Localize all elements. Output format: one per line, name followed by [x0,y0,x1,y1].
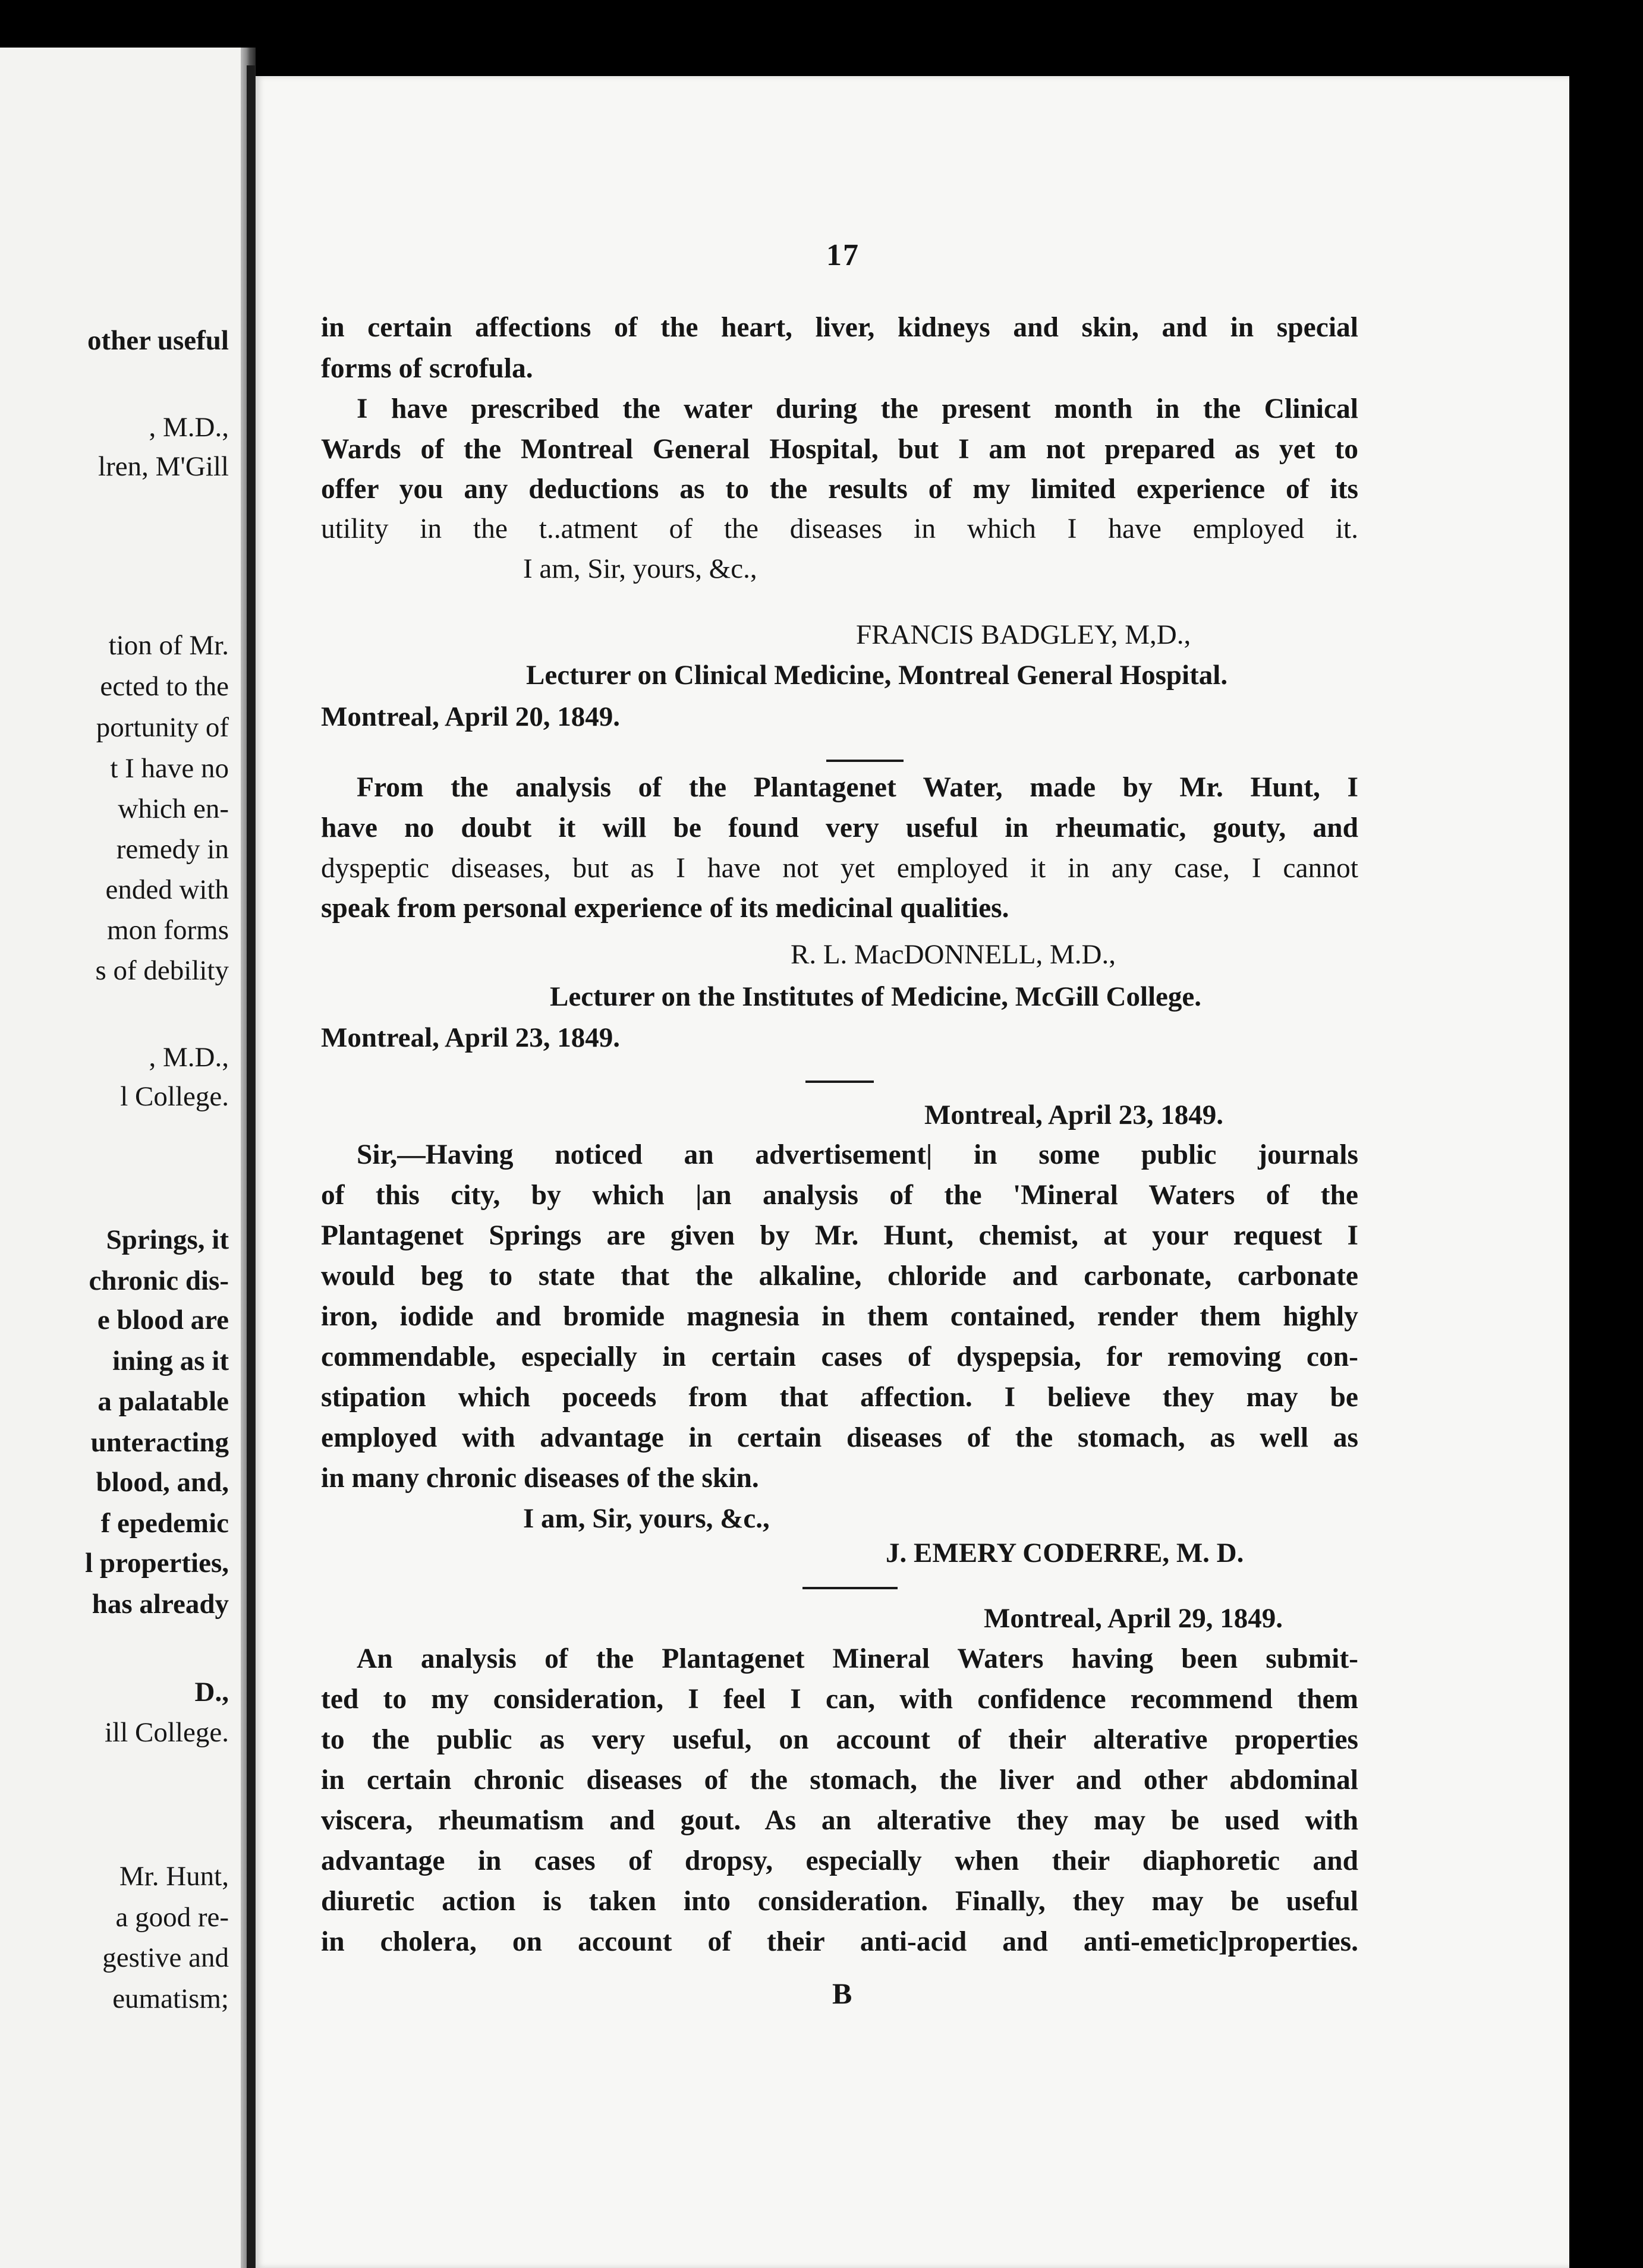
left-fragment: ected to the [100,671,229,702]
body-line: would beg to state that the alkaline, chloride and carbonate, carbonate [321,1261,1358,1292]
body-line: in many chronic diseases of the skin. [321,1463,759,1494]
signature-title: Lecturer on Clinical Medicine, Montreal General Hospital. [526,660,1228,691]
left-fragment: a palatable [97,1386,229,1417]
signature-name: R. L. MacDONNELL, M.D., [791,939,1116,970]
body-line: From the analysis of the Plantagenet Water, made by Mr. Hunt, I [357,772,1358,803]
left-fragment: has already [92,1589,229,1620]
body-line: forms of scrofula. [321,353,533,384]
left-fragment: , M.D., [149,412,229,443]
body-line: Plantagenet Springs are given by Mr. Hunt, chemist, at your request I [321,1220,1358,1251]
body-line: I have prescribed the water during the present month in the Clinical [357,393,1358,424]
left-fragment: which en- [118,793,229,824]
letter-date: Montreal, April 20, 1849. [321,701,621,732]
left-fragment: Mr. Hunt, [119,1861,229,1892]
left-fragment: ining as it [112,1346,229,1376]
letter-date: Montreal, April 29, 1849. [984,1603,1283,1634]
body-line: of this city, by which |an analysis of the 'Mineral Waters of the [321,1180,1358,1211]
body-line: viscera, rheumatism and gout. As an alterative they may be used with [321,1805,1358,1836]
left-fragment: mon forms [107,915,229,946]
body-line: employed with advantage in certain diseases of the stomach, as well as [321,1422,1358,1453]
signature-name: J. EMERY CODERRE, M. D. [886,1538,1244,1568]
body-line: in certain chronic diseases of the stomach, the liver and other abdominal [321,1765,1358,1796]
left-fragment: blood, and, [96,1467,229,1498]
body-line: to the public as very useful, on account of their alterative properties [321,1724,1358,1755]
left-fragment: ended with [105,874,229,905]
closing-salutation: I am, Sir, yours, &c., [523,553,757,584]
body-line: dyspeptic diseases, but as I have not yet employed it in any case, I cannot [321,853,1358,884]
body-line: Wards of the Montreal General Hospital, but I am not prepared as yet to [321,434,1358,465]
section-rule [802,1587,898,1589]
body-line: Sir,—Having noticed an advertisement| in some public journals [357,1139,1358,1170]
left-facing-page [0,48,241,2268]
left-fragment: a good re- [115,1902,229,1933]
left-fragment: e blood are [97,1305,229,1335]
left-fragment: unteracting [90,1427,229,1458]
page-number: 17 [826,238,860,272]
left-fragment: lren, M'Gill [98,451,229,482]
section-rule [826,760,904,762]
left-fragment: eumatism; [112,1983,229,2014]
letter-date: Montreal, April 23, 1849. [321,1022,621,1053]
body-line: utility in the t..atment of the diseases in which I have employed it. [321,514,1358,544]
left-fragment: ill College. [105,1717,229,1748]
body-line: diuretic action is taken into consideration. Finally, they may be useful [321,1886,1358,1917]
left-fragment: , M.D., [149,1042,229,1073]
body-line: ted to my consideration, I feel I can, with confidence recommend them [321,1684,1358,1715]
body-line: stipation which poceeds from that affection. I believe they may be [321,1382,1358,1413]
left-fragment: other useful [87,325,229,356]
signature-mark: B [832,1977,852,2010]
closing-salutation: I am, Sir, yours, &c., [523,1503,770,1534]
left-fragment: tion of Mr. [108,630,229,661]
left-fragment: chronic dis- [89,1265,229,1296]
left-fragment: D., [194,1677,229,1708]
signature-title: Lecturer on the Institutes of Medicine, McGill College. [550,981,1202,1012]
left-fragment: l College. [120,1081,229,1112]
left-fragment: s of debility [95,955,229,986]
book-spine [247,65,255,2268]
body-line: speak from personal experience of its medicinal qualities. [321,893,1009,924]
section-rule [805,1081,874,1083]
left-fragment: l properties, [85,1548,229,1579]
body-line: An analysis of the Plantagenet Mineral Waters having been submit- [357,1643,1358,1674]
body-line: commendable, especially in certain cases of dyspepsia, for removing con- [321,1341,1358,1372]
body-line: offer you any deductions as to the results of my limited experience of its [321,474,1358,505]
body-line: in cholera, on account of their anti-acid and anti-emetic]properties. [321,1926,1358,1957]
body-line: in certain affections of the heart, liver, kidneys and skin, and in special [321,312,1358,343]
left-fragment: remedy in [116,834,229,865]
letter-date: Montreal, April 23, 1849. [924,1100,1224,1130]
left-fragment: f epedemic [100,1508,229,1539]
left-fragment: t I have no [110,753,229,784]
signature-name: FRANCIS BADGLEY, M,D., [856,619,1191,650]
left-fragment: Springs, it [106,1224,229,1255]
left-fragment: gestive and [102,1942,229,1973]
left-fragment: portunity of [96,712,229,743]
body-line: have no doubt it will be found very useful in rheumatic, gouty, and [321,812,1358,843]
body-line: iron, iodide and bromide magnesia in them contained, render them highly [321,1301,1358,1332]
body-line: advantage in cases of dropsy, especially when their diaphoretic and [321,1845,1358,1876]
